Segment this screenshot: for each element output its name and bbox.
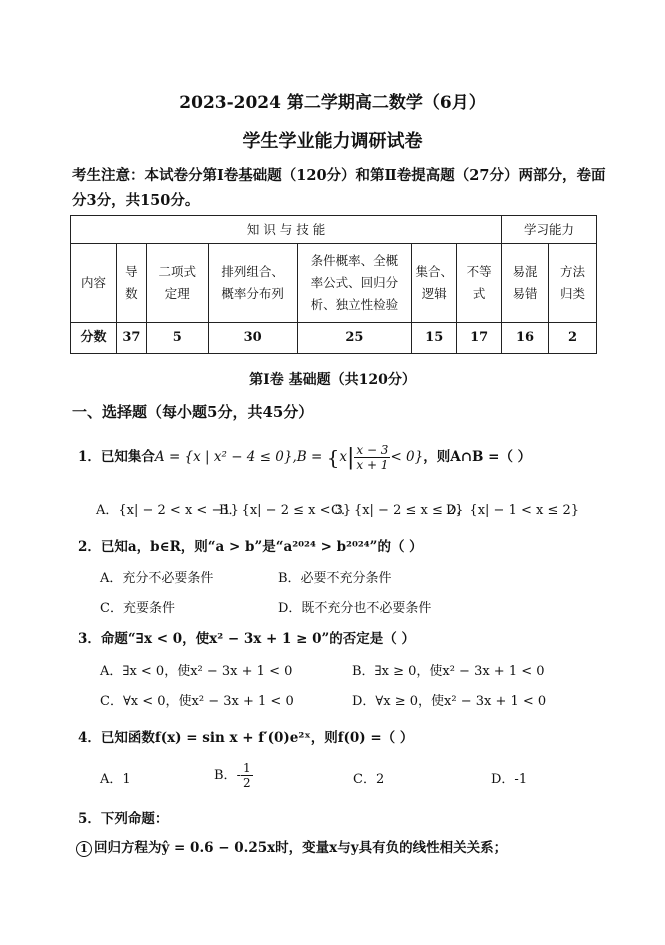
q1-fraction: $\frac{x - 3}{x + 1}$	[356, 443, 389, 472]
topic-cell	[146, 244, 208, 323]
topic-line: 二项式	[158, 264, 197, 279]
question-5: 5．下列命题：	[78, 811, 169, 827]
score-cell: 17	[457, 323, 502, 354]
section-title: 第Ⅰ卷 基础题（共120分）	[249, 372, 416, 388]
topic-line: 式	[472, 286, 486, 301]
score-cell: 25	[297, 323, 412, 354]
q1-suffix: ，则A∩B =（ ）	[423, 449, 532, 465]
topic-line: 不等	[466, 264, 492, 279]
q1-option-d: D．{x| − 1 < x ≤ 2}	[446, 503, 580, 518]
topic-line: 方法	[560, 264, 586, 279]
topic-line: 数	[125, 286, 138, 301]
topic-cell	[549, 244, 597, 323]
exam-title: 2023-2024 第二学期高二数学（6月）	[179, 93, 486, 113]
q1-option-a: A．{x| − 2 < x < −1}	[96, 503, 239, 518]
score-cell: 5	[146, 323, 208, 354]
topic-line: 析、独立性检验	[310, 297, 399, 312]
score-cell: 16	[502, 323, 549, 354]
q2-option-b: B．必要不充分条件	[278, 571, 392, 586]
circled-number-1: 1	[76, 841, 92, 857]
question-1: 1．已知集合A = {x | x² − 4 ≤ 0},B = {x| $\frac{x - 3}{x + 1}$ < 0}，则A∩B =（ ）	[78, 443, 532, 472]
topic-cell	[502, 244, 549, 323]
group-ability-header: 学习能力	[502, 216, 597, 244]
q1-set-a: A = {x | x² − 4 ≤ 0}	[154, 449, 293, 465]
topic-line: 逻辑	[421, 286, 447, 301]
topic-cell	[412, 244, 457, 323]
topic-line: 排列组合、	[221, 264, 284, 279]
q1-prefix: 1．已知集合	[78, 449, 155, 465]
topic-cell	[116, 244, 146, 323]
q2-option-c: C．充要条件	[100, 601, 175, 616]
exam-notice: 考生注意：本试卷分第Ⅰ卷基础题（120分）和第Ⅱ卷提高题（27分）两部分，卷面分3分，共150分。	[72, 167, 606, 209]
q3-option-d: D．∀x ≥ 0，使x² − 3x + 1 < 0	[352, 694, 547, 709]
q3-option-c: C．∀x < 0，使x² − 3x + 1 < 0	[100, 694, 294, 709]
q4-option-a: A．1	[100, 772, 131, 787]
group-knowledge-header: 知 识 与 技 能	[71, 216, 502, 244]
q1-set-b-pre: ,B =	[292, 449, 327, 465]
topic-line: 条件概率、全概	[310, 253, 399, 268]
q4-option-d: D．-1	[491, 772, 528, 787]
q2-option-a: A．充分不必要条件	[100, 571, 214, 586]
question-3: 3．命题“∃x < 0，使x² − 3x + 1 ≥ 0”的否定是（ ）	[78, 631, 415, 647]
topic-line: 导	[125, 264, 138, 279]
q1-option-b: B．{x| − 2 ≤ x < 3}	[219, 503, 352, 518]
topic-cell	[297, 244, 412, 323]
score-cell: 37	[116, 323, 146, 354]
score-cell: 30	[208, 323, 297, 354]
score-distribution-table	[70, 215, 597, 354]
topic-line: 率公式、回归分	[310, 275, 399, 290]
row-label-content: 内容	[71, 244, 117, 323]
q3-option-b: B．∃x ≥ 0，使x² − 3x + 1 < 0	[352, 664, 545, 679]
score-cell: 15	[412, 323, 457, 354]
part-title: 一、选择题（每小题5分，共45分）	[72, 403, 314, 421]
score-cell: 2	[549, 323, 597, 354]
topic-cell	[457, 244, 502, 323]
topic-line: 概率分布列	[221, 286, 284, 301]
topic-line: 集合、	[415, 264, 453, 279]
topic-line: 易错	[512, 286, 538, 301]
topic-line: 归类	[560, 286, 586, 301]
question-4: 4．已知函数f(x) = sin x + f′(0)e²ˣ，则f(0) =（ ）	[78, 730, 414, 746]
q3-option-a: A．∃x < 0，使x² − 3x + 1 < 0	[100, 664, 293, 679]
question-2: 2．已知a，b∈R，则“a > b”是“a²⁰²⁴ > b²⁰²⁴”的（ ）	[78, 539, 423, 555]
q1-set-b-post: < 0}	[390, 449, 424, 465]
q1-option-c: C．{x| − 2 ≤ x ≤ 2}	[331, 503, 464, 518]
topic-line: 易混	[512, 264, 538, 279]
q4-option-c: C．2	[353, 772, 385, 787]
q4-option-b: B．- $\frac{1}{2}$	[214, 761, 251, 790]
topic-line: 定理	[164, 286, 190, 301]
topic-cell	[208, 244, 297, 323]
exam-subtitle: 学生学业能力调研试卷	[242, 131, 423, 152]
row-label-score: 分数	[71, 323, 117, 354]
q5-item-1: 1 回归方程为ŷ = 0.6 − 0.25x时，变量x与y具有负的线性相关关系；	[76, 836, 507, 857]
q2-option-d: D．既不充分也不必要条件	[278, 601, 432, 616]
q4-option-b-fraction: $\frac{1}{2}$	[242, 761, 251, 790]
